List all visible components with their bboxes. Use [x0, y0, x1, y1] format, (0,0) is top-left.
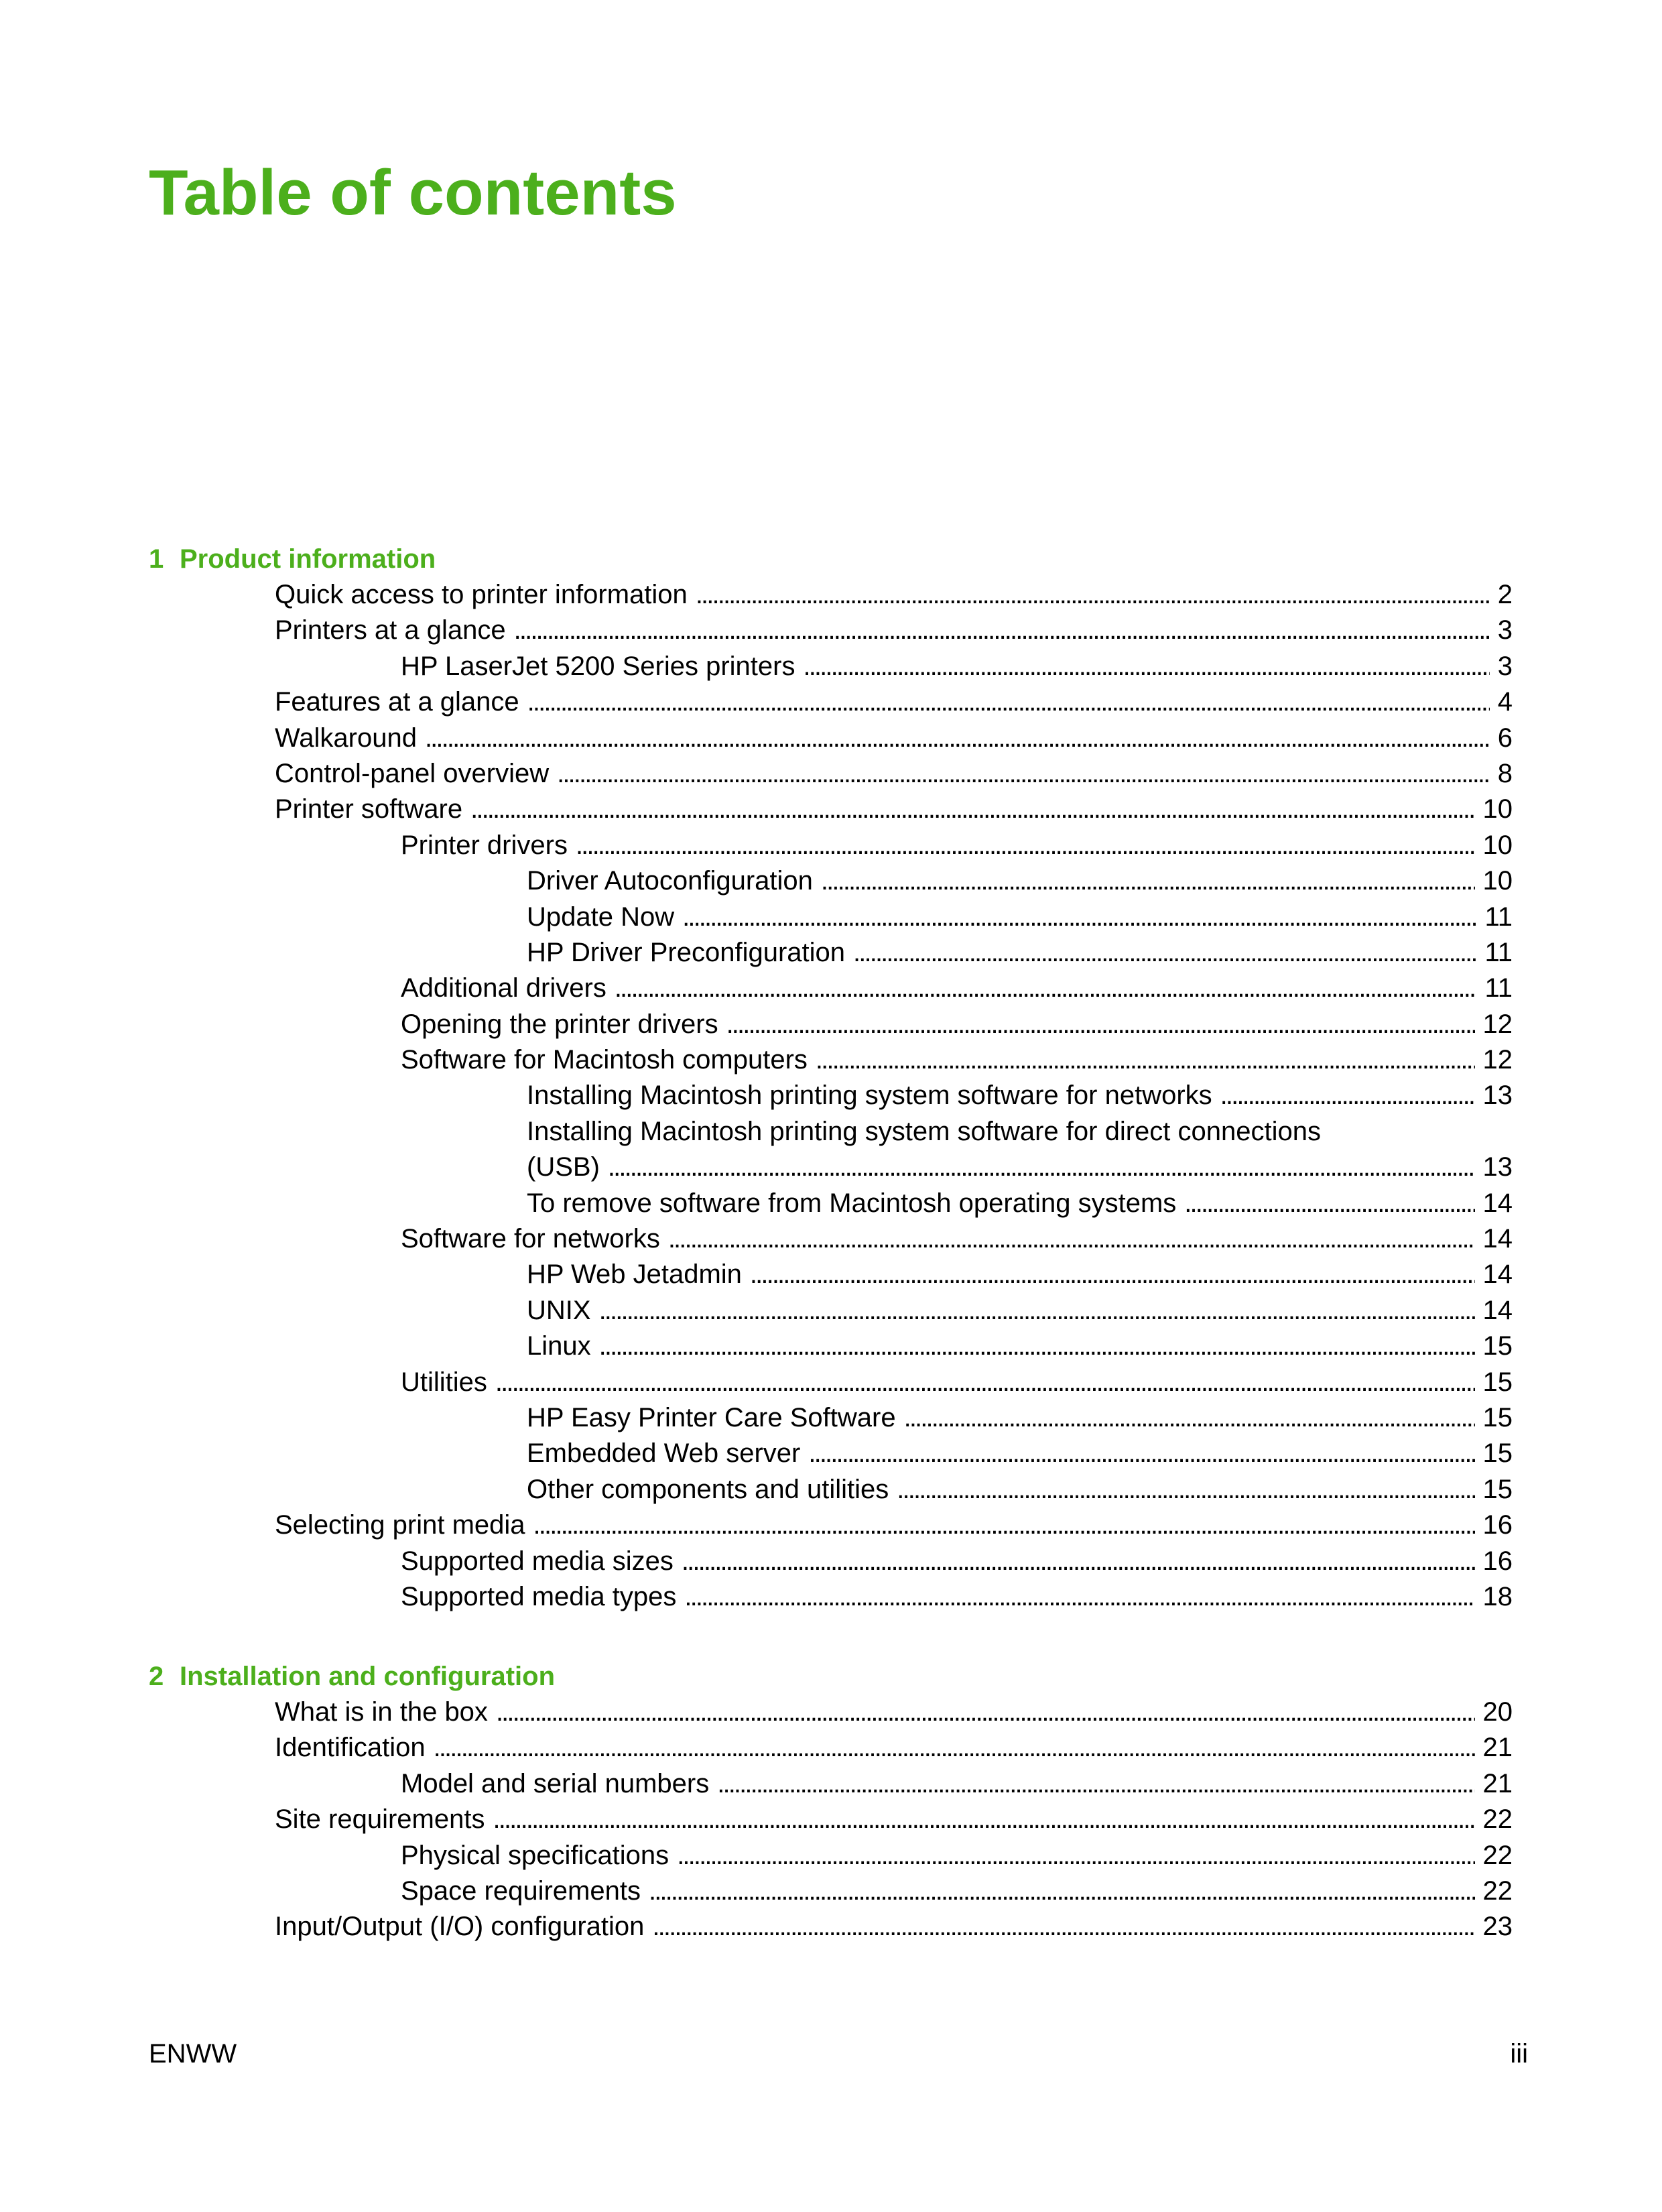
page-number: iii	[1510, 2039, 1528, 2069]
toc-entry[interactable]	[149, 1838, 1513, 1873]
dot-leader	[853, 935, 1476, 971]
toc-entry-page: 10	[1482, 866, 1513, 896]
toc-entry-page: 15	[1482, 1438, 1513, 1469]
dot-leader	[1184, 1186, 1474, 1221]
toc-entry-page: 22	[1482, 1804, 1513, 1835]
page-title: Table of contents	[149, 157, 677, 229]
toc-entry-page: 22	[1482, 1840, 1513, 1870]
toc-entry-title: Input/Output (I/O) configuration	[275, 1912, 645, 1942]
toc-entry-page: 15	[1482, 1402, 1513, 1432]
toc-entry-title: HP Easy Printer Care Software	[527, 1402, 896, 1432]
dot-leader	[615, 971, 1477, 1006]
toc-entry[interactable]	[149, 577, 1513, 613]
toc-entry[interactable]	[149, 1365, 1513, 1400]
dot-leader	[434, 1730, 1475, 1766]
toc-entry[interactable]	[149, 1078, 1513, 1113]
toc-entry[interactable]	[149, 1508, 1513, 1543]
toc-entry-title: Additional drivers	[401, 973, 606, 1003]
toc-entry-page: 14	[1482, 1259, 1513, 1290]
toc-entry-title: Printer drivers	[401, 830, 568, 860]
toc-entry[interactable]	[149, 900, 1513, 935]
toc-entry-page: 3	[1497, 615, 1513, 646]
chapter-title: Installation and configuration	[180, 1662, 555, 1691]
toc-entry-title: Printer software	[275, 794, 463, 824]
toc-entry-page: 3	[1497, 651, 1513, 681]
toc-entry[interactable]	[149, 1329, 1513, 1364]
toc-entry-page: 11	[1484, 937, 1513, 967]
toc-entry[interactable]	[149, 1400, 1513, 1436]
toc-entry[interactable]	[149, 935, 1513, 971]
toc-entry[interactable]	[149, 1695, 1513, 1730]
toc-entry-page: 12	[1482, 1009, 1513, 1039]
chapter-title: Product information	[180, 544, 436, 574]
toc-entry[interactable]	[149, 1042, 1513, 1078]
toc-entry-page: 21	[1482, 1733, 1513, 1763]
toc-entry-page: 15	[1482, 1474, 1513, 1504]
toc-entry-page: 15	[1482, 1331, 1513, 1361]
toc-entry-title: HP Web Jetadmin	[527, 1259, 742, 1290]
toc-entry-page: 21	[1482, 1768, 1513, 1798]
toc-entry-title: (USB)	[527, 1152, 600, 1182]
toc-entry[interactable]	[149, 1257, 1513, 1292]
toc-entry-title: Update Now	[527, 902, 675, 932]
toc-entry-page: 2	[1497, 580, 1513, 609]
dot-leader	[696, 577, 1490, 613]
toc-entry-page: 13	[1482, 1081, 1513, 1111]
toc-entry-page: 8	[1497, 758, 1513, 788]
footer-left: ENWW	[149, 2039, 237, 2069]
dot-leader	[684, 1579, 1474, 1615]
dot-leader	[803, 649, 1489, 684]
toc-entry[interactable]	[149, 1186, 1513, 1221]
toc-entry-title: Walkaround	[275, 723, 417, 753]
toc-entry[interactable]	[149, 1730, 1513, 1766]
toc-entry-title: Identification	[275, 1733, 426, 1763]
toc-entry-title: Printers at a glance	[275, 615, 506, 646]
dot-leader	[576, 828, 1475, 863]
toc-entry-title: HP Driver Preconfiguration	[527, 937, 846, 967]
toc-entry-title: Supported media types	[401, 1581, 677, 1611]
chapter-2-section	[149, 1659, 1513, 1945]
toc-entry-page: 14	[1482, 1188, 1513, 1218]
toc-entry-title: Software for Macintosh computers	[401, 1045, 808, 1075]
dot-leader	[425, 721, 1490, 756]
dot-leader	[821, 863, 1475, 899]
toc-entry-title: Other components and utilities	[527, 1474, 889, 1504]
toc-entry[interactable]	[149, 828, 1513, 863]
toc-entry-title: Site requirements	[275, 1804, 485, 1835]
toc-entry-title: Installing Macintosh printing system software for direct connections	[527, 1116, 1321, 1146]
toc-entry-title: Supported media sizes	[401, 1546, 674, 1576]
toc-entry-page: 16	[1482, 1546, 1513, 1576]
dot-leader	[493, 1802, 1474, 1837]
toc-entry[interactable]	[149, 1579, 1513, 1615]
dot-leader	[557, 756, 1490, 792]
dot-leader	[808, 1436, 1474, 1471]
toc-entry-page: 22	[1482, 1876, 1513, 1906]
toc-entry-title: Control-panel overview	[275, 758, 550, 788]
dot-leader	[682, 900, 1476, 935]
toc-entry[interactable]	[149, 1544, 1513, 1579]
toc-entry[interactable]	[149, 649, 1513, 684]
toc-entry-page: 13	[1482, 1152, 1513, 1182]
toc-entry[interactable]	[149, 684, 1513, 720]
toc-entry-title: Installing Macintosh printing system software for networks	[527, 1081, 1212, 1111]
dot-leader	[496, 1695, 1475, 1730]
toc-entry[interactable]	[149, 721, 1513, 756]
toc-entry-page: 20	[1482, 1697, 1513, 1727]
dot-leader	[904, 1400, 1475, 1436]
toc-entry-title: To remove software from Macintosh operating systems	[527, 1188, 1177, 1218]
dot-leader	[527, 684, 1490, 720]
toc-entry-page: 12	[1482, 1045, 1513, 1075]
toc-entry[interactable]	[149, 756, 1513, 792]
toc-entry[interactable]	[149, 1472, 1513, 1508]
toc-entry[interactable]	[149, 1293, 1513, 1329]
toc-entry-page: 23	[1482, 1912, 1513, 1942]
dot-leader	[533, 1508, 1475, 1543]
dot-leader	[750, 1257, 1475, 1292]
dot-leader	[1220, 1078, 1475, 1113]
toc-entry[interactable]	[149, 971, 1513, 1006]
dot-leader	[608, 1150, 1475, 1185]
toc-entry[interactable]	[149, 1802, 1513, 1837]
toc-entry-title: Software for networks	[401, 1224, 660, 1254]
toc-entry-title: What is in the box	[275, 1697, 488, 1727]
toc-entry[interactable]	[149, 863, 1513, 899]
chapter-number: 1	[149, 544, 164, 574]
toc-entry[interactable]	[149, 1007, 1513, 1042]
toc-entry-title: Quick access to printer information	[275, 580, 688, 609]
toc-entry[interactable]	[149, 1766, 1513, 1802]
toc-entry[interactable]	[149, 792, 1513, 827]
toc-entry-page: 14	[1482, 1224, 1513, 1254]
toc-entry-page: 11	[1484, 973, 1513, 1003]
dot-leader	[668, 1221, 1475, 1257]
toc-entry-page: 11	[1484, 902, 1513, 932]
dot-leader	[677, 1838, 1474, 1873]
toc-entry[interactable]	[149, 613, 1513, 648]
chapter-heading[interactable]	[149, 542, 1513, 577]
toc-entry[interactable]	[149, 1909, 1513, 1945]
dot-leader	[514, 613, 1490, 648]
toc-entry[interactable]	[149, 1873, 1513, 1909]
toc-entry-title: Opening the printer drivers	[401, 1009, 718, 1039]
dot-leader	[897, 1472, 1474, 1508]
dot-leader	[470, 792, 1474, 827]
dot-leader	[495, 1365, 1475, 1400]
chapter-heading[interactable]	[149, 1659, 1513, 1695]
toc-entry[interactable]	[149, 1150, 1513, 1185]
toc-entry-page: 18	[1482, 1581, 1513, 1611]
toc-entry-title: UNIX	[527, 1295, 591, 1325]
toc-entry-page: 14	[1482, 1295, 1513, 1325]
dot-leader	[649, 1873, 1475, 1909]
toc-entry[interactable]	[149, 1221, 1513, 1257]
toc-entry-page: 10	[1482, 830, 1513, 860]
toc-entry-page: 10	[1482, 794, 1513, 824]
toc-entry-title: Features at a glance	[275, 687, 519, 717]
dot-leader	[599, 1329, 1475, 1364]
toc-entry-page: 4	[1497, 687, 1513, 717]
chapter-number: 2	[149, 1662, 164, 1691]
toc-entry-title: Model and serial numbers	[401, 1768, 710, 1798]
toc-entry[interactable]	[149, 1114, 1513, 1150]
dot-leader	[652, 1909, 1474, 1945]
dot-leader	[726, 1007, 1475, 1042]
chapter-1-section	[149, 542, 1513, 1615]
toc-entry-title: Physical specifications	[401, 1840, 669, 1870]
toc-entry-page: 15	[1482, 1367, 1513, 1397]
toc-entry-page: 16	[1482, 1510, 1513, 1540]
toc-entry-title: Utilities	[401, 1367, 487, 1397]
dot-leader	[816, 1042, 1475, 1078]
toc-entry-title: Linux	[527, 1331, 591, 1361]
toc-entry-title: HP LaserJet 5200 Series printers	[401, 651, 795, 681]
toc-entry-title: Embedded Web server	[527, 1438, 801, 1469]
dot-leader	[717, 1766, 1474, 1802]
toc-entry[interactable]	[149, 1436, 1513, 1471]
dot-leader	[599, 1293, 1475, 1329]
dot-leader	[682, 1544, 1475, 1579]
toc-entry-title: Selecting print media	[275, 1510, 525, 1540]
toc-entry-title: Driver Autoconfiguration	[527, 866, 813, 896]
toc-entry-page: 6	[1497, 723, 1513, 753]
toc-entry-title: Space requirements	[401, 1876, 641, 1906]
